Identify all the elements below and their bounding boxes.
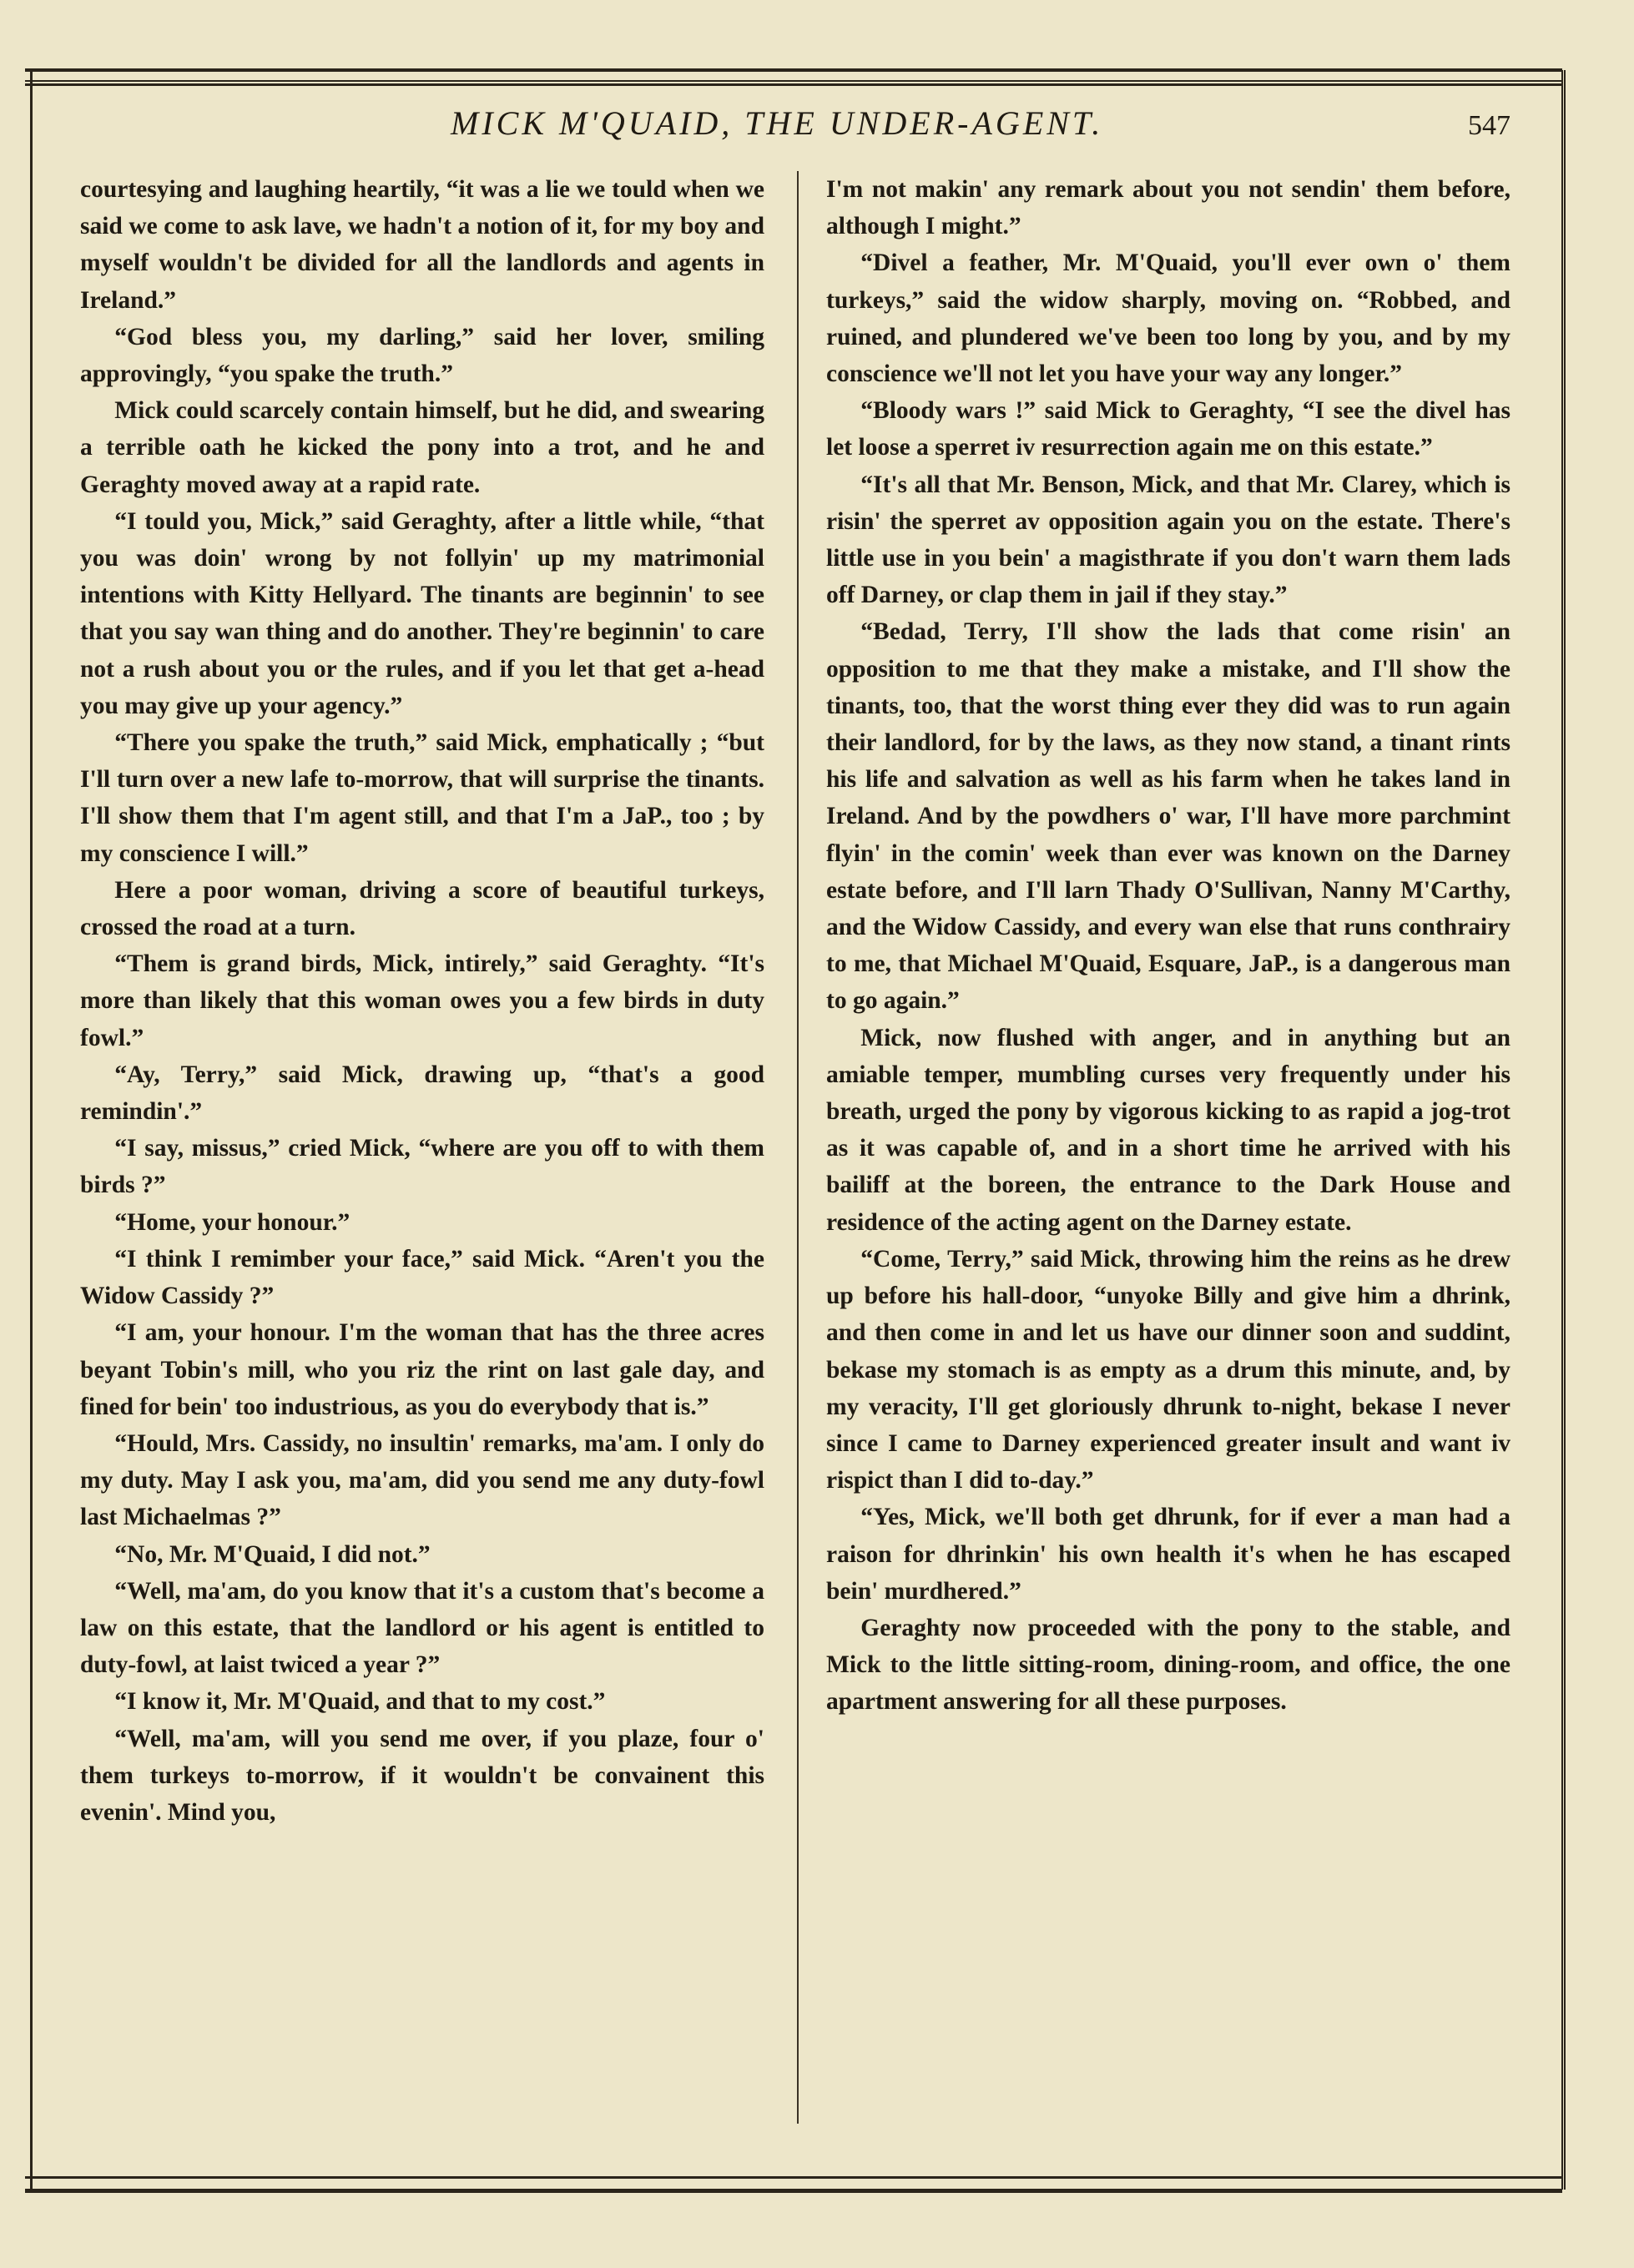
paragraph: “Ay, Terry,” said Mick, drawing up, “that's a good remindin'.”	[80, 1061, 764, 1126]
paragraph: “I am, your honour. I'm the woman that has the three acres beyant Tobin's mill, who you riz the rint on last gale day, and fined for bein' too industrious, as you do everybody that is.”	[80, 1319, 764, 1420]
page-number: 547	[1468, 110, 1510, 141]
paragraph: “Bloody wars !” said Mick to Geraghty, “I see the divel has let loose a sperret iv resurrection again me on this estate.”	[826, 397, 1510, 461]
paragraph: Here a poor woman, driving a score of beautiful turkeys, crossed the road at a turn.	[80, 876, 764, 941]
paragraph: “Divel a feather, Mr. M'Quaid, you'll ever own o' them turkeys,” said the widow sharply, moving on. “Robbed, and ruined, and plundered we've been too long by you, and by my conscience we'll not let you have your way any longer.”	[826, 249, 1510, 388]
paragraph: Geraghty now proceeded with the pony to the stable, and Mick to the little sitting-room, dining-room, and office, the one apartment answering for all these purposes.	[826, 1614, 1510, 1716]
column-divider	[797, 171, 799, 2124]
paragraph: “It's all that Mr. Benson, Mick, and that Mr. Clarey, which is risin' the sperret av opposition again you on the estate. There's little use in you bein' a magisthrate if you don't warn them lads off Darney, or clap them in jail if they stay.”	[826, 471, 1510, 609]
paragraph: “Come, Terry,” said Mick, throwing him the reins as he drew up before his hall-door, “unyoke Billy and give him a dhrink, and then come in and let us have our dinner soon and suddint, bekase my stomach is as empty as a drum this minute, and, by my veracity, I'll get gloriously dhrunk to-night, bekase I never since I came to Darney experienced greater insult and want iv rispict than I did to-day.”	[826, 1245, 1510, 1494]
paragraph: “Hould, Mrs. Cassidy, no insultin' remarks, ma'am. I only do my duty. May I ask you, ma'am, did you send me any duty-fowl last Michaelmas ?”	[80, 1429, 764, 1531]
paragraph: “I know it, Mr. M'Quaid, and that to my cost.”	[114, 1688, 606, 1716]
paragraph: Mick could scarcely contain himself, but he did, and swearing a terrible oath he kicked the pony into a trot, and he and Geraghty moved away at a rapid rate.	[80, 397, 764, 498]
running-title: MICK M'QUAID, THE UNDER-AGENT.	[451, 104, 1104, 142]
paragraph: “Well, ma'am, will you send me over, if you plaze, four o' them turkeys to-morrow, if it wouldn't be convainent this evenin'. Mind you,	[80, 1725, 764, 1826]
paragraph: “I say, missus,” cried Mick, “where are you off to with them birds ?”	[80, 1135, 764, 1199]
paragraph: “Them is grand birds, Mick, intirely,” said Geraghty. “It's more than likely that this woman owes you a few birds in duty fowl.”	[80, 950, 764, 1051]
paragraph: “Bedad, Terry, I'll show the lads that come risin' an opposition to me that they make a mistake, and I'll show the tinants, too, that the worst thing ever they did was to run again their landlord, for by the laws, as they now stand, a tinant rints his life and salvation as well as his farm when he takes land in Ireland. And by the powdhers o' war, I'll have more parchmint flyin' in the comin' week than ever was known on the Darney estate before, and I'll larn Thady O'Sullivan, Nanny M'Carthy, and the Widow Cassidy, and every wan else that runs conthrairy to me, that Michael M'Quaid, Esquare, JaP., is a dangerous man to go again.”	[826, 618, 1510, 1015]
right-column	[826, 171, 1510, 1721]
paragraph: “God bless you, my darling,” said her lover, smiling approvingly, “you spake the truth.”	[80, 323, 764, 388]
paragraph: “There you spake the truth,” said Mick, emphatically ; “but I'll turn over a new lafe to-morrow, that will surprise the tinants. I'll show them that I'm agent still, and that I'm a JaP., too ; by my conscience I will.”	[80, 729, 764, 867]
paragraph: “Well, ma'am, do you know that it's a custom that's become a law on this estate, that the landlord or his agent is entitled to duty-fowl, at laist twiced a year ?”	[80, 1577, 764, 1679]
paragraph: Mick, now flushed with anger, and in anything but an amiable temper, mumbling curses very frequently under his breath, urged the pony by vigorous kicking to as rapid a jog-trot as it was capable of, and in a short time he arrived with his bailiff at the boreen, the entrance to the Dark House and residence of the acting agent on the Darney estate.	[826, 1024, 1510, 1236]
paragraph: “I think I remimber your face,” said Mick. “Aren't you the Widow Cassidy ?”	[80, 1245, 764, 1310]
bottom-rule	[25, 2176, 1562, 2193]
paragraph: “No, Mr. M'Quaid, I did not.”	[114, 1540, 431, 1568]
paragraph: “I tould you, Mick,” said Geraghty, after a little while, “that you was doin' wrong by not follyin' up my matrimonial intentions with Kitty Hellyard. The tinants are beginnin' to see that you say wan thing and do another. They're beginnin' to care not a rush about you or the rules, and if you let that get a-head you may give up your agency.”	[80, 507, 764, 719]
paragraph: I'm not makin' any remark about you not sendin' them before, although I might.”	[826, 176, 1510, 240]
paragraph: “Yes, Mick, we'll both get dhrunk, for if ever a man had a raison for dhrinkin' his own health it's when he has escaped bein' murdhered.”	[826, 1504, 1510, 1605]
paragraph: courtesying and laughing heartily, “it was a lie we tould when we said we come to ask lave, we hadn't a notion of it, for my boy and myself wouldn't be divided for all the landlords and agents in Ireland.”	[80, 176, 764, 314]
left-column	[80, 171, 764, 1831]
running-header	[50, 98, 1510, 149]
paragraph: “Home, your honour.”	[114, 1208, 351, 1236]
